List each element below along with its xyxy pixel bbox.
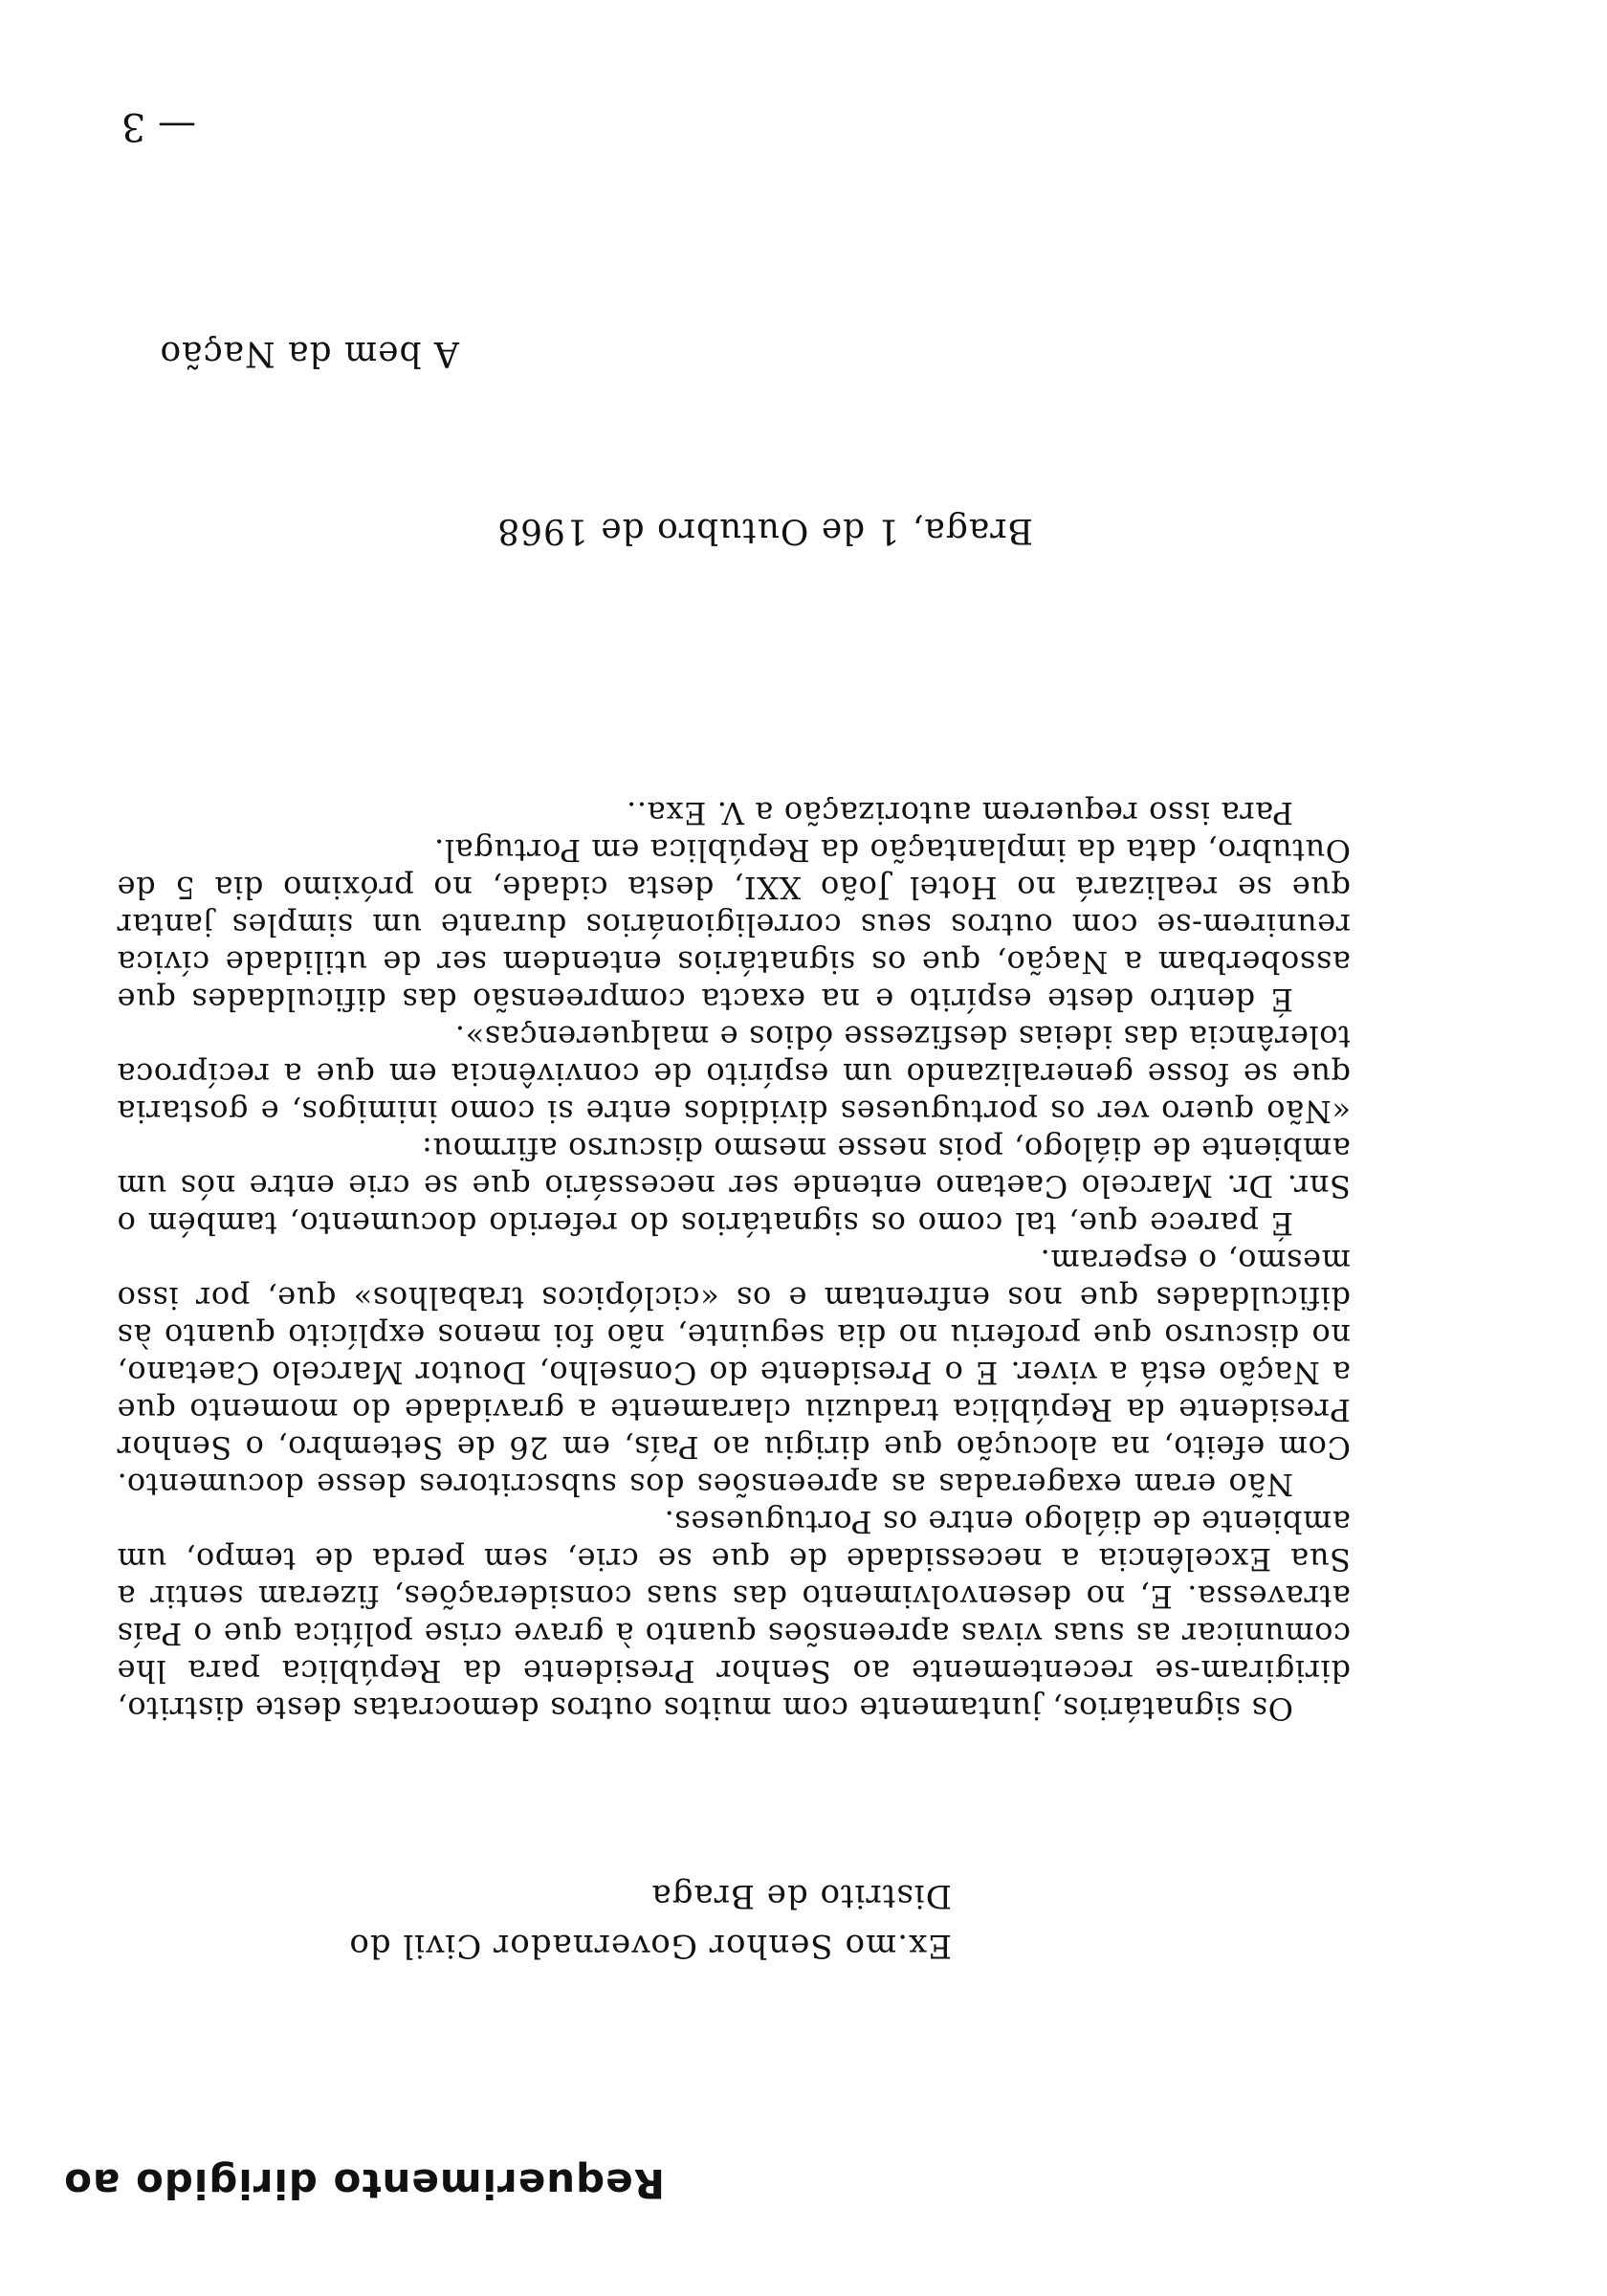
addressee-block [348,1871,952,1971]
quoted-paragraph: «Não quero ver os portugueses divididos entre si como inimigos, e gostaria que se fosse generalizando um espírito de convivência em que a recíproca tolerância das ideias desfizesse ódios e malquerenças». [117,1019,1351,1130]
page-number: — 3 [121,104,196,148]
letter-body [117,794,1351,1727]
paragraph: É parece que, tal como os signatários do referido documento, também o Snr. Dr. Marcelo Caetano entende ser necessário que se crie entre nós um ambiente de diálogo, pois nesse mesmo discurso afirmou: [117,1131,1351,1242]
addressee-line-1: Ex.mo Senhor Governador Civil do [348,1927,952,1965]
paragraph: Para isso requerem autorização a V. Exa.. [626,795,1293,831]
paragraph: É dentro deste espírito e na exacta compreensão das dificuldades que assoberbam a Nação, que os signatários entendem ser de utilidade cívica reunirem-se com outros seus correligionários durante um simples jantar que se realizará no Hotel João XXI, desta cidade, no próximo dia 5 de Outubro, data da implantação da República em Portugal. [117,832,1351,1018]
closing-salutation: A bem da Nação [159,334,459,373]
place-and-date: Braga, 1 de Outubro de 1968 [496,511,1033,550]
paragraph: Os signatários, juntamente com muitos outros democratas deste distrito, dirigiram-se recentemente ao Senhor Presidente da República para lhe comunicar as suas vivas apreensões quanto à grave crise política que o País atravessa. E, no desenvolvimento das suas considerações, fizeram sentir a Sua Excelência a necessidade de que se crie, sem perda de tempo, um ambiente de diálogo entre os Portugueses. [117,1504,1351,1727]
addressee-line-2: Distrito de Braga [650,1877,952,1915]
paragraph: Não eram exageradas as apreensões dos subscritores desse documento. Com efeito, na alocução que dirigiu ao País, em 26 de Setembro, o Senhor Presidente da República traduziu claramente a gravidade do momento que a Nação está a viver. E o Presidente do Conselho, Doutor Marcelo Caetano, no discurso que proferiu no dia seguinte, não foi menos explícito quanto às dificuldades que nos enfrentam e os «ciclópicos trabalhos» que, por isso mesmo, o esperam. [117,1243,1351,1503]
document-heading: Requerimento dirigido ao [63,2160,665,2207]
